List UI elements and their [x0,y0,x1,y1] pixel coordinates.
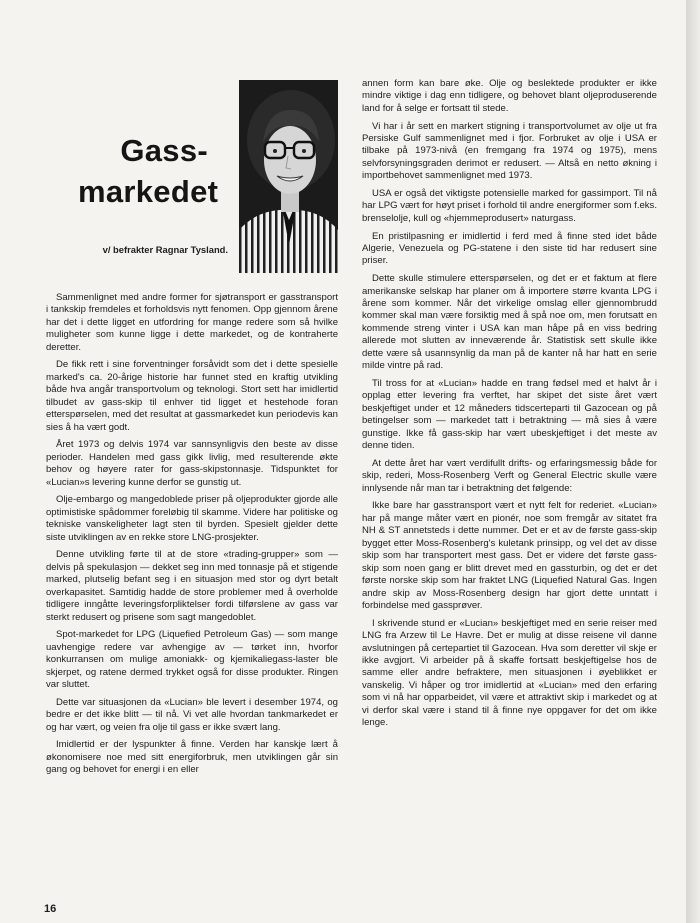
paragraph: Til tross for at «Lucian» hadde en trang fødsel med et halvt år i opplag etter levering fra verftet, har skipet det siste året vært beskjeftiget under et 12 måneders tidscerteparti til Gazocean og på betingelser som — markedet tatt i betraktning — må sies å være gunstige. Ikke få gass-skip har vært ubeskjeftiget i det meste av denne tiden. [362,377,657,452]
title-line-2: markedet [78,174,219,209]
paragraph: I skrivende stund er «Lucian» beskjeftiget med en serie reiser med LNG fra Arzew til Le Havre. Det er mulig at disse reisene vil danne avslutningen på certepartiet til Gazocean. Hva som deretter vil skje er ikke avgjort. Vi arbeider på å skaffe fortsatt beskjeftigelse hos de samme eller andre befraktere, men situasjonen i øyeblikket er vanskelig. Vi håper og tror imidlertid at «Lucian» med den erfaring som vi nå har opparbeidet, vil være et attraktivt skip i markedet og at vi derfor skal være i stand til å finne nye oppgaver for det om ikke lenge. [362,617,657,729]
paragraph: At dette året har vært verdifullt drifts- og erfaringsmessig både for skip, rederi, Moss-Rosenberg Verft og General Electric skulle være innlysende når man tar i betraktning det følgende: [362,457,657,494]
page-edge-shadow [686,0,700,923]
paragraph: Året 1973 og delvis 1974 var sannsynligvis den beste av disse perioder. Handelen med gass gikk livlig, med resulterende økte behov og høyere rater for gass-skipstonnasje. Tidspunktet for «Lucian»s levering kunne derfor se gunstig ut. [46,439,338,488]
paragraph: Olje-embargo og mangedoblede priser på oljeprodukter gjorde alle optimistiske spådommer foreløbig til skamme. Videre har politiske og tekniske vanskeligheter lagt sten til byrden. Spesielt gjelder dette siste utviklingen av en rekke store LNG-prosjekter. [46,494,338,543]
article-title [78,130,219,212]
paragraph: Sammenlignet med andre former for sjøtransport er gasstransport i tankskip fremdeles et forholdsvis nytt fenomen. Opp gjennom årene har det i dette ligget en utfordring for mange redere som så hvilke muligheter som kunne ligge i dette markedet, og de kontraherte deretter. [46,292,338,353]
paragraph: Denne utvikling førte til at de store «trading-grupper» som — delvis på spekulasjon — dekket seg inn med tonnasje på et stigende marked, plutselig befant seg i en situasjon med stor og dyrt betalt overkapasitet. Samtidig hadde de store problemer med å overholde tidligere inngåtte leveringsforpliktelser fordi tilførslene av gass var sterkt redusert og prisene som sagt mangedoblet. [46,549,338,623]
left-text-column [46,292,338,777]
paragraph: USA er også det viktigste potensielle marked for gassimport. Til nå har LPG vært for høyt priset i forhold til andre energiformer som f.eks. brenselolje, kull og «hjemmeprodusert» naturgass. [362,188,657,224]
byline: v/ befrakter Ragnar Tysland. [102,244,228,255]
right-text-column [362,78,657,730]
paragraph: Ikke bare har gasstransport vært et nytt felt for rederiet. «Lucian» har på mange måter vært en pionér, noe som fremgår av sitatet fra NH & ST annetsteds i dette nummer. Det er et av de første gass-skip bygget etter Moss-Rosenberg's kuletank prinsipp, og vel det av disse skip som har transportert mest gass. Det er videre det første gass-skip som noen gang er blitt drevet med en gassturbin, og det er det første norske skip som har fraktet LNG (Liquefied Natural Gas. Ingen andre skip av Moss-Rosenberg design har gjort dette unntatt i forbindelse med gassprøver. [362,500,657,611]
author-portrait-photo [239,80,338,273]
paragraph: Dette skulle stimulere etterspørselen, og det er et faktum at flere amerikanske selskap har planer om å importere større kvanta LPG i årene som kommer. Når det virkelige omslag eller gjennombrudd kommer skal man være forsiktig med å spå noe om, men forutsatt en kommende streng vinter i USA kan man håpe på en viss bedring allerede mot slutten av inneværende år. Statistisk sett skulle ikke dette være så usannsynlig da man på de kanter nå har hatt en serie milde vintre på rad. [362,273,657,372]
paragraph: Dette var situasjonen da «Lucian» ble levert i desember 1974, og bedre er det ikke blitt — til nå. Vi vet alle hvordan tankmarkedet er og har vært, og veien fra olje til gass er ikke svært lang. [46,696,338,733]
title-line-1: Gass- [120,133,208,168]
paragraph: Imidlertid er der lyspunkter å finne. Verden har kanskje lært å økonomisere noe med sitt energiforbruk, men utviklingen går sin gang og behovet for energi i en eller [46,739,338,776]
paragraph: En pristilpasning er imidlertid i ferd med å finne sted idet både Algerie, Venezuela og PG-statene i den siste tid har redusert sine priser. [362,230,657,267]
paragraph: Spot-markedet for LPG (Liquefied Petroleum Gas) — som mange uavhengige redere var avhengige av — tørket inn, hvorfor konkurransen om mulige amoniakk- og kjemikaliegass-laster ble skjerpet, og ratene dermed trykket også for disse produkter. Ringen var sluttet. [46,629,338,691]
page-number: 16 [44,903,57,915]
paragraph: annen form kan bare øke. Olje og beslektede produkter er ikke mindre viktige i dag enn tidligere, og behovet blant oljeproduserende land for å selge er fortsatt til stede. [362,78,657,114]
paragraph: De fikk rett i sine forventninger forsåvidt som det i dette spesielle marked's ca. 20-årige historie har funnet sted en kraftig utvikling både hva angår transportvolum og teknologi. Stort sett har imidlertid tilbudet av gass-skip til enhver tid ligget et hestehode foran etterspørselen, med det resultat at gassmarkedet kun periodevis kan sies å ha vært godt. [46,359,338,433]
paragraph: Vi har i år sett en markert stigning i transportvolumet av olje ut fra Persiske Gulf sammenlignet med i fjor. Forbruket av olje i USA er tilbake på 1973-nivå (en fremgang fra 1974 og 1975), mens selvforsyningsgraden derimot er redusert. — Altså en netto økning i importbehovet sammenlignet med 1973. [362,120,657,182]
